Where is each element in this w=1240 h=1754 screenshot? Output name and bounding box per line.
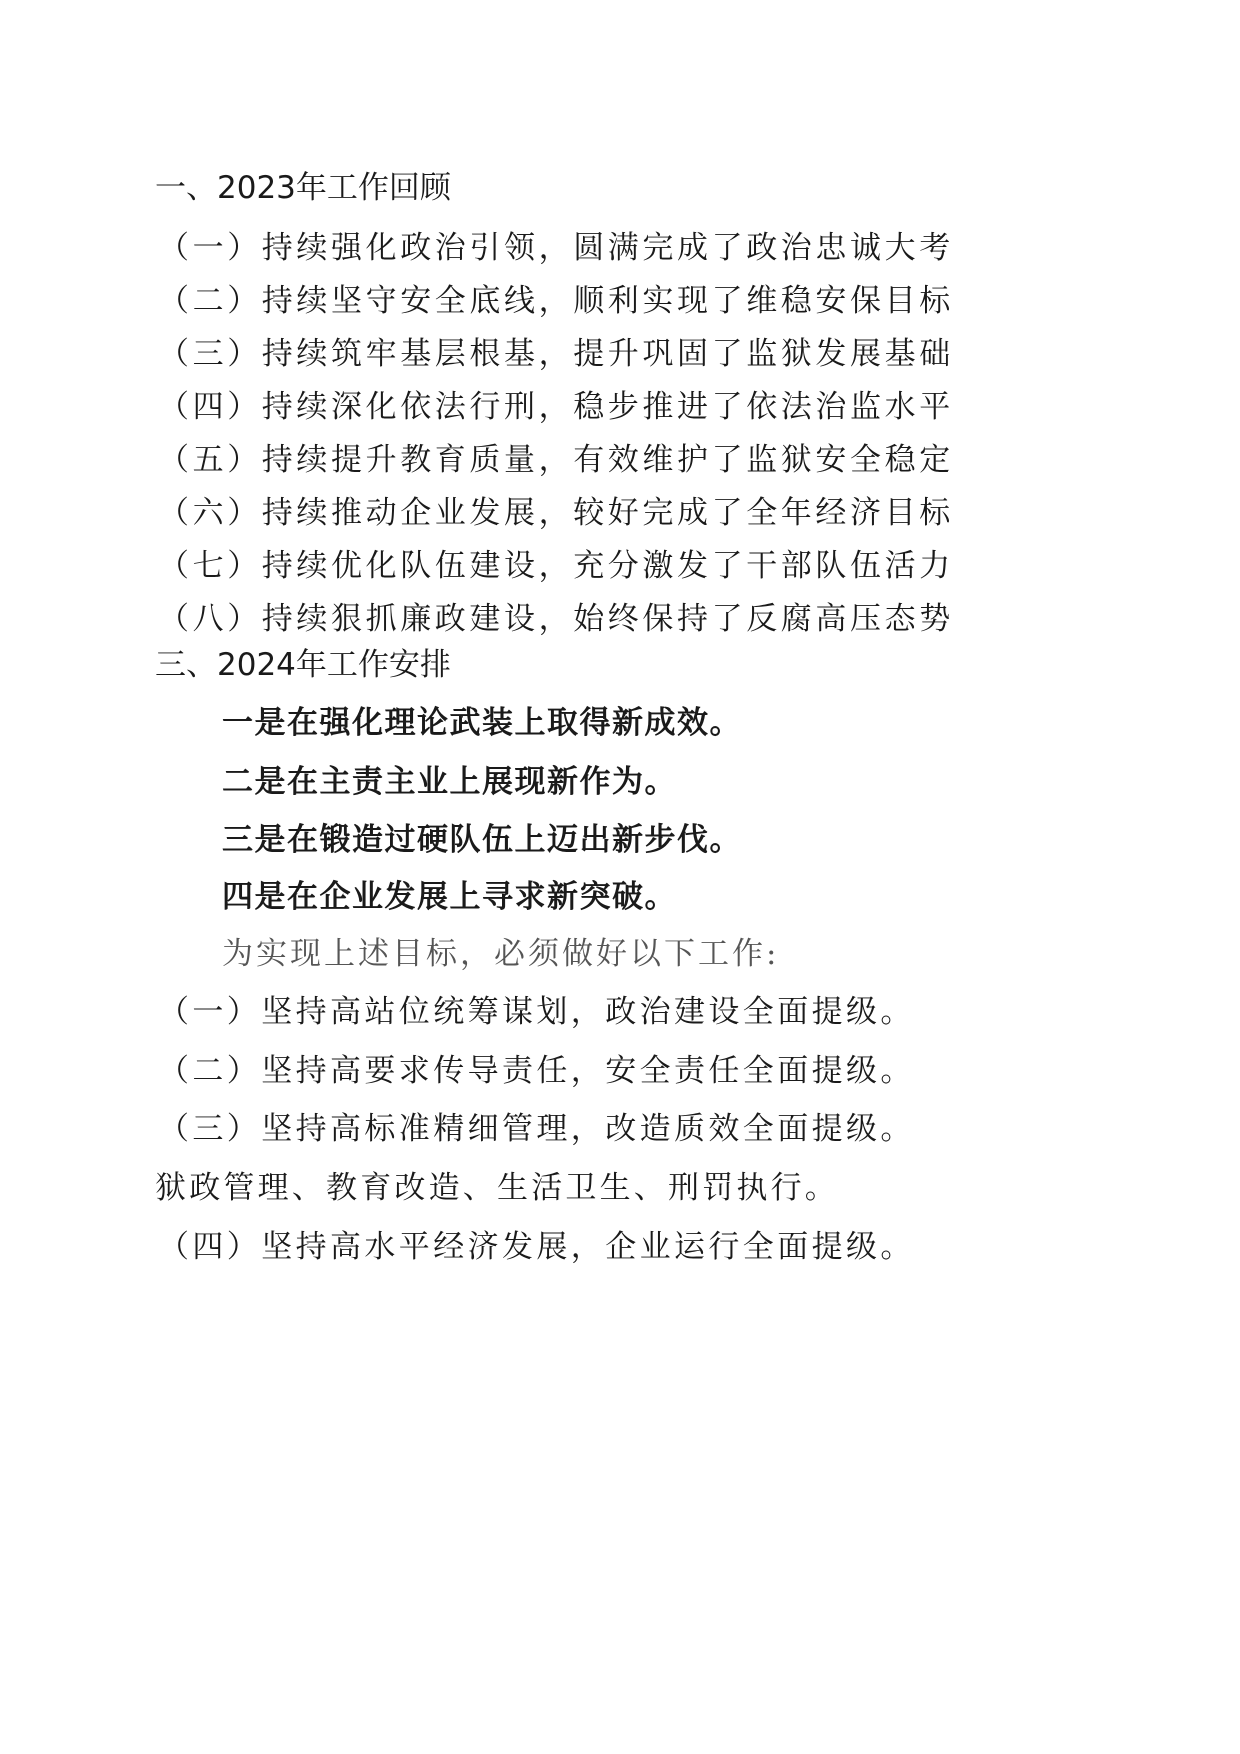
review-item-1: （一）持续强化政治引领，圆满完成了政治忠诚大考 xyxy=(158,230,954,266)
plan-goal-3: 三是在锻造过硬队伍上迈出新步伐。 xyxy=(222,822,742,858)
plan-task-3-detail: 狱政管理、教育改造、生活卫生、刑罚执行。 xyxy=(155,1170,839,1206)
plan-task-3: （三）坚持高标准精细管理，改造质效全面提级。 xyxy=(158,1111,915,1147)
plan-task-2: （二）坚持高要求传导责任，安全责任全面提级。 xyxy=(158,1053,915,1089)
review-item-2: （二）持续坚守安全底线，顺利实现了维稳安保目标 xyxy=(158,283,954,319)
section-heading-2024-plan: 三、2024年工作安排 xyxy=(155,647,451,683)
section-heading-2023-review: 一、2023年工作回顾 xyxy=(155,170,451,206)
plan-goal-1: 一是在强化理论武装上取得新成效。 xyxy=(222,705,742,741)
review-item-6: （六）持续推动企业发展，较好完成了全年经济目标 xyxy=(158,495,954,531)
plan-intro: 为实现上述目标，必须做好以下工作: xyxy=(222,936,780,972)
review-item-7: （七）持续优化队伍建设，充分激发了干部队伍活力 xyxy=(158,548,954,584)
plan-goal-2: 二是在主责主业上展现新作为。 xyxy=(222,764,677,800)
review-item-3: （三）持续筑牢基层根基，提升巩固了监狱发展基础 xyxy=(158,336,954,372)
plan-task-4: （四）坚持高水平经济发展，企业运行全面提级。 xyxy=(158,1229,915,1265)
plan-task-1: （一）坚持高站位统筹谋划，政治建设全面提级。 xyxy=(158,994,915,1030)
review-item-4: （四）持续深化依法行刑，稳步推进了依法治监水平 xyxy=(158,389,954,425)
plan-goal-4: 四是在企业发展上寻求新突破。 xyxy=(222,879,677,915)
review-item-5: （五）持续提升教育质量，有效维护了监狱安全稳定 xyxy=(158,442,954,478)
review-item-8: （八）持续狠抓廉政建设，始终保持了反腐高压态势 xyxy=(158,601,954,637)
